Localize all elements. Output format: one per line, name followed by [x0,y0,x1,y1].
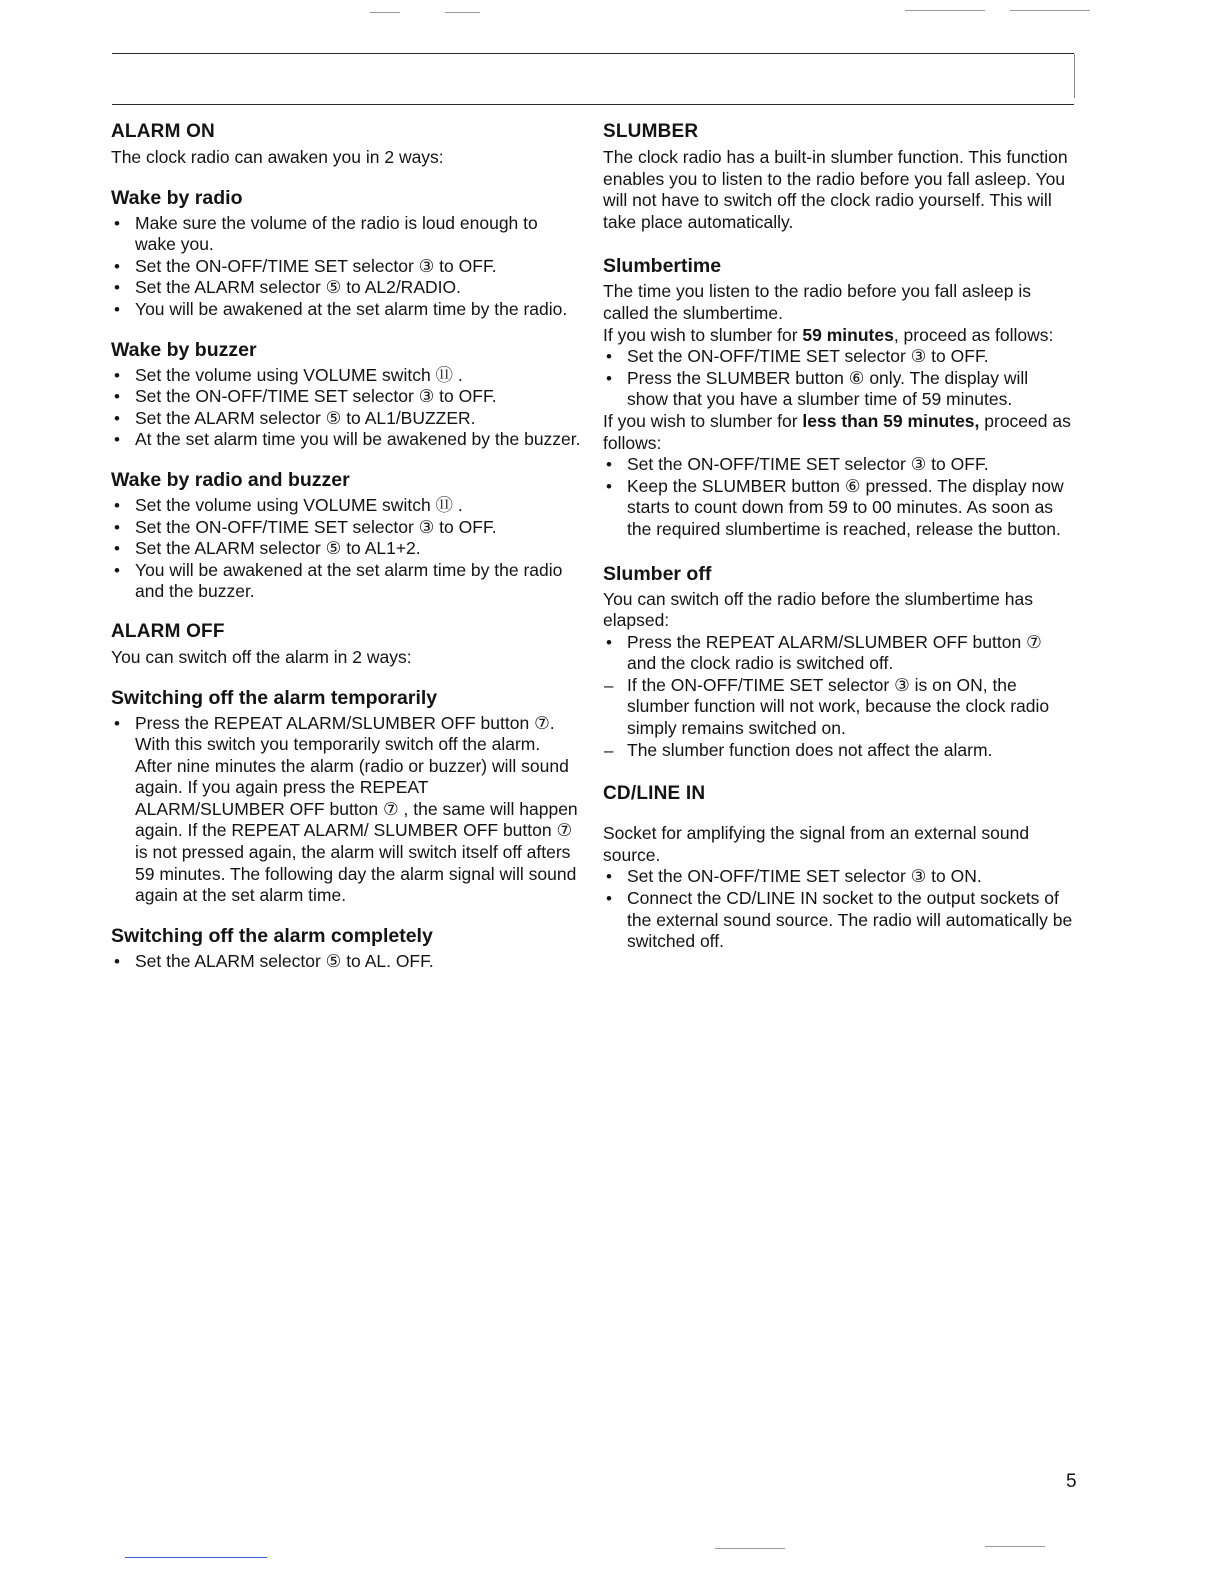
header-box [112,53,1074,105]
header-box-edge [1074,54,1075,98]
slumber-heading: SLUMBER [603,121,699,142]
scan-artifact [445,12,480,13]
slumbertime-heading: Slumbertime [603,255,722,278]
footer-line [125,1557,267,1558]
slumbertime-list-2 [603,454,1073,540]
complete-off-list [111,951,581,973]
slumber-off-heading: Slumber off [603,562,712,585]
case2-pre: If you wish to slumber for [603,410,803,431]
list-item: • Press the REPEAT ALARM/SLUMBER OFF button ⑦. With this switch you temporarily switch off the alarm. After nine minutes the alarm (radio or buzzer) will sound again. If you again press the REPEAT ALARM/SLUMBER OFF button ⑦ , the same will happen again. If the REPEAT ALARM/ SLUMBER OFF button ⑦ is not pressed again, the alarm will switch itself off afters 59 minutes. The following day the alarm signal will sound again at the set alarm time. [111,713,581,907]
scan-artifact [905,10,985,11]
slumbertime-intro: The time you listen to the radio before you fall asleep is called the slumbertime. [603,281,1032,323]
slumbertime-case2 [603,411,1073,454]
list-item: • Set the ALARM selector ⑤ to AL1/BUZZER. [111,408,581,430]
alarm-off-intro: You can switch off the alarm in 2 ways: [111,646,412,667]
list-item: • Set the ON-OFF/TIME SET selector ③ to OFF. [603,346,1073,368]
right-column [603,121,1073,953]
list-item: • You will be awakened at the set alarm time by the radio. [111,299,581,321]
list-item: • Set the ON-OFF/TIME SET selector ③ to ON. [603,866,1073,888]
list-item: • Set the ALARM selector ⑤ to AL1+2. [111,538,581,560]
list-item: • Keep the SLUMBER button ⑥ pressed. The display now starts to count down from 59 to 00 minutes. As soon as the required slumbertime is reached, release the button. [603,476,1073,541]
slumber-off-list [603,632,1073,762]
slumber-off-intro: You can switch off the radio before the slumbertime has elapsed: [603,588,1033,631]
wake-buzzer-list [111,365,581,451]
case2-post: proceed as follows: [603,410,1071,453]
list-item: • Set the ALARM selector ⑤ to AL2/RADIO. [111,277,581,299]
temp-off-heading: Switching off the alarm temporarily [111,686,438,709]
list-item: • Set the volume using VOLUME switch ⑪ . [111,495,581,517]
case2-bold: less than 59 minutes, [802,410,980,431]
list-item: • Set the ON-OFF/TIME SET selector ③ to OFF. [111,256,581,278]
wake-both-list [111,495,581,603]
list-item: • Set the ON-OFF/TIME SET selector ③ to OFF. [111,517,581,539]
wake-radio-heading: Wake by radio [111,186,243,209]
scan-artifact [370,12,400,13]
cd-line-in-intro: Socket for amplifying the signal from an external sound source. [603,823,1030,865]
list-item: • At the set alarm time you will be awakened by the buzzer. [111,429,581,451]
list-item: • Press the REPEAT ALARM/SLUMBER OFF button ⑦ and the clock radio is switched off. [603,632,1073,675]
cd-line-in-heading: CD/LINE IN [603,783,706,805]
page-number: 5 [1066,1471,1077,1492]
dash-item: – If the ON-OFF/TIME SET selector ③ is on ON, the slumber function will not work, because the clock radio simply remains switched on. [603,675,1073,740]
alarm-on-intro: The clock radio can awaken you in 2 ways: [111,147,444,167]
wake-both-heading: Wake by radio and buzzer [111,468,350,491]
list-item: • Set the ON-OFF/TIME SET selector ③ to OFF. [111,386,581,408]
complete-off-heading: Switching off the alarm completely [111,924,433,947]
temp-off-list [111,713,581,907]
list-item: • Press the SLUMBER button ⑥ only. The display will show that you have a slumber time of 59 minutes. [603,368,1073,411]
list-item: • Connect the CD/LINE IN socket to the output sockets of the external sound source. The radio will automatically be switched off. [603,888,1073,953]
list-item: • Set the ON-OFF/TIME SET selector ③ to OFF. [603,454,1073,476]
case1-post: , proceed as follows: [893,324,1054,345]
scan-artifact [985,1546,1045,1547]
case1-bold: 59 minutes [802,324,894,345]
list-item: • Make sure the volume of the radio is loud enough to wake you. [111,213,581,256]
slumbertime-case1 [603,325,1073,347]
slumber-text: The clock radio has a built-in slumber function. This function enables you to listen to the radio before you fall asleep. You will not have to switch off the clock radio yourself. This will take place automatically. [603,147,1068,232]
alarm-on-heading: ALARM ON [111,121,215,142]
wake-buzzer-heading: Wake by buzzer [111,338,257,361]
dash-item: – The slumber function does not affect the alarm. [603,740,1073,762]
scan-artifact [715,1548,785,1549]
slumbertime-list-1 [603,346,1073,411]
wake-radio-list [111,213,581,321]
list-item: • You will be awakened at the set alarm time by the radio and the buzzer. [111,560,581,603]
list-item: • Set the ALARM selector ⑤ to AL. OFF. [111,951,581,973]
cd-line-in-list [603,866,1073,952]
case1-pre: If you wish to slumber for [603,324,803,345]
alarm-off-heading: ALARM OFF [111,620,225,642]
left-column [111,121,581,972]
list-item: • Set the volume using VOLUME switch ⑪ . [111,365,581,387]
scan-artifact [1010,10,1090,11]
